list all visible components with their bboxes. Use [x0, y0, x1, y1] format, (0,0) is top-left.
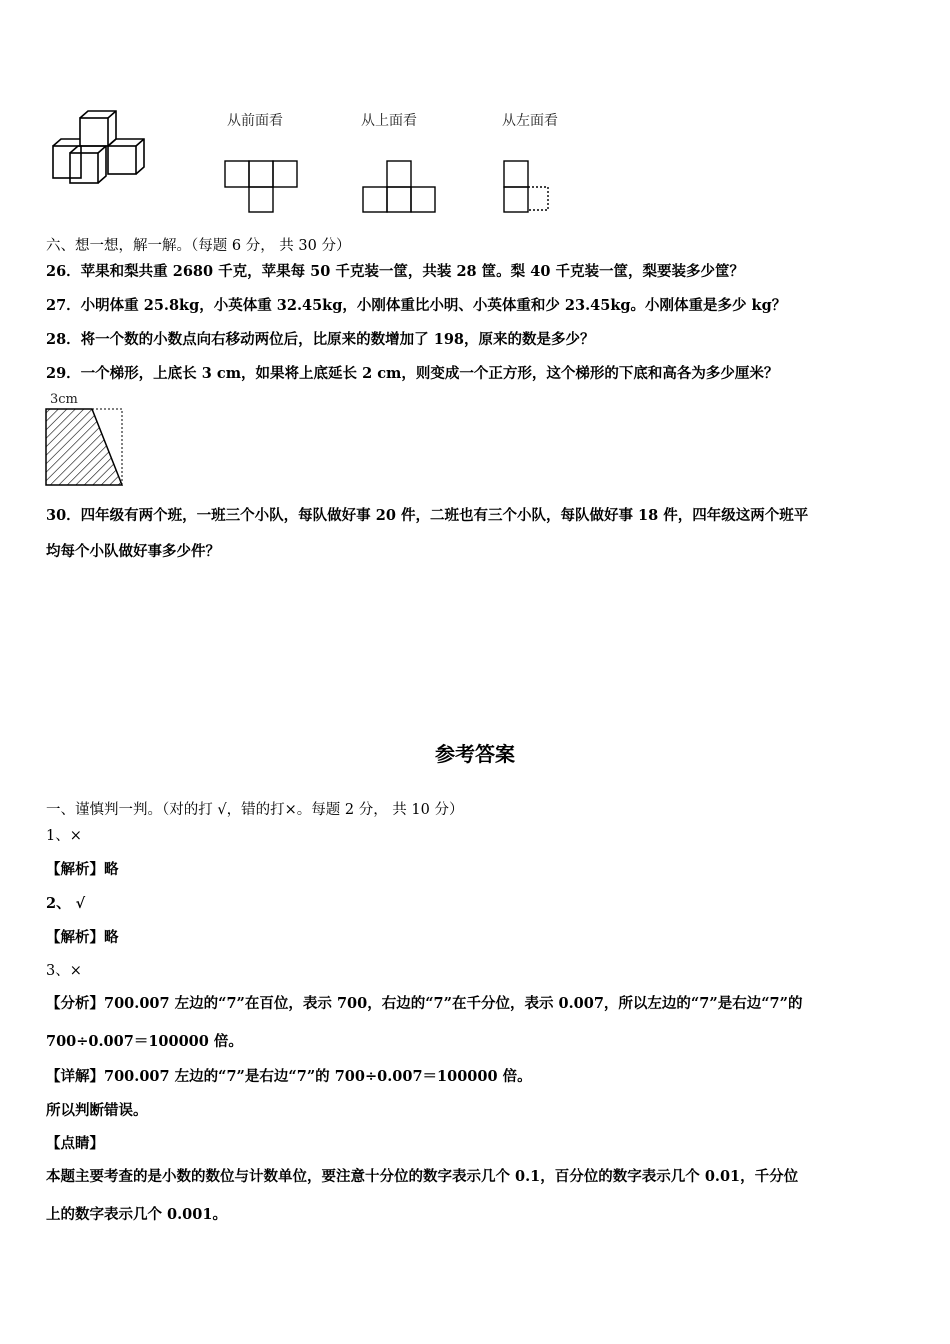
answer-1: 1、×: [46, 828, 82, 844]
question-29: 29．一个梯形，上底长 3 cm，如果将上底延长 2 cm，则变成一个正方形，这个梯形的下底和高各为多少厘米？: [46, 365, 779, 382]
top-view-figure: [360, 158, 440, 216]
trapezoid-figure: [44, 406, 126, 488]
question-30-line1: 30．四年级有两个班，一班三个小队，每队做好事 20 件，二班也有三个小队，每队做好事 18 件，四年级这两个班平: [46, 507, 809, 524]
cube-stack-figure: [50, 108, 160, 188]
answer-3-tip-label: 【点睛】: [46, 1135, 104, 1152]
question-27: 27．小明体重 25.8kg，小英体重 32.45kg，小刚体重比小明、小英体重和少 23.45kg。小刚体重是多少 kg？: [46, 297, 787, 314]
question-30-line2: 均每个小队做好事多少件？: [46, 543, 220, 560]
answer-3-detail: 【详解】700.007 左边的“7”是右边“7”的 700÷0.007＝100000 倍。: [46, 1068, 532, 1085]
section6-header: 六、想一想，解一解。（每题 6 分， 共 30 分）: [46, 238, 351, 254]
answers-section1-header: 一、谨慎判一判。（对的打 √，错的打×。每题 2 分， 共 10 分）: [46, 802, 464, 818]
left-view-label: 从左面看: [502, 113, 558, 129]
front-view-figure: [222, 158, 302, 216]
answers-title: 参考答案: [435, 742, 515, 766]
trapezoid-top-label: 3cm: [50, 392, 78, 407]
answer-3: 3、×: [46, 963, 82, 979]
answer-3-tip-line1: 本题主要考查的是小数的数位与计数单位，要注意十分位的数字表示几个 0.1，百分位的数字表示几个 0.01，千分位: [46, 1168, 799, 1185]
left-view-figure: [500, 158, 560, 216]
answer-2-note: 【解析】略: [46, 929, 119, 946]
question-28: 28．将一个数的小数点向右移动两位后，比原来的数增加了 198，原来的数是多少？: [46, 331, 595, 348]
answer-3-analysis-line1: 【分析】700.007 左边的“7”在百位，表示 700，右边的“7”在千分位，表示 0.007，所以左边的“7”是右边“7”的: [46, 995, 803, 1012]
answer-3-tip-line2: 上的数字表示几个 0.001。: [46, 1206, 227, 1223]
answer-3-conclusion: 所以判断错误。: [46, 1102, 148, 1119]
answer-1-note: 【解析】略: [46, 861, 119, 878]
answer-2: 2、 √: [46, 895, 86, 912]
question-26: 26．苹果和梨共重 2680 千克，苹果每 50 千克装一筐，共装 28 筐。梨 40 千克装一筐，梨要装多少筐？: [46, 263, 744, 280]
front-view-label: 从前面看: [227, 113, 283, 129]
answer-3-analysis-line2: 700÷0.007＝100000 倍。: [46, 1033, 243, 1050]
top-view-label: 从上面看: [361, 113, 417, 129]
